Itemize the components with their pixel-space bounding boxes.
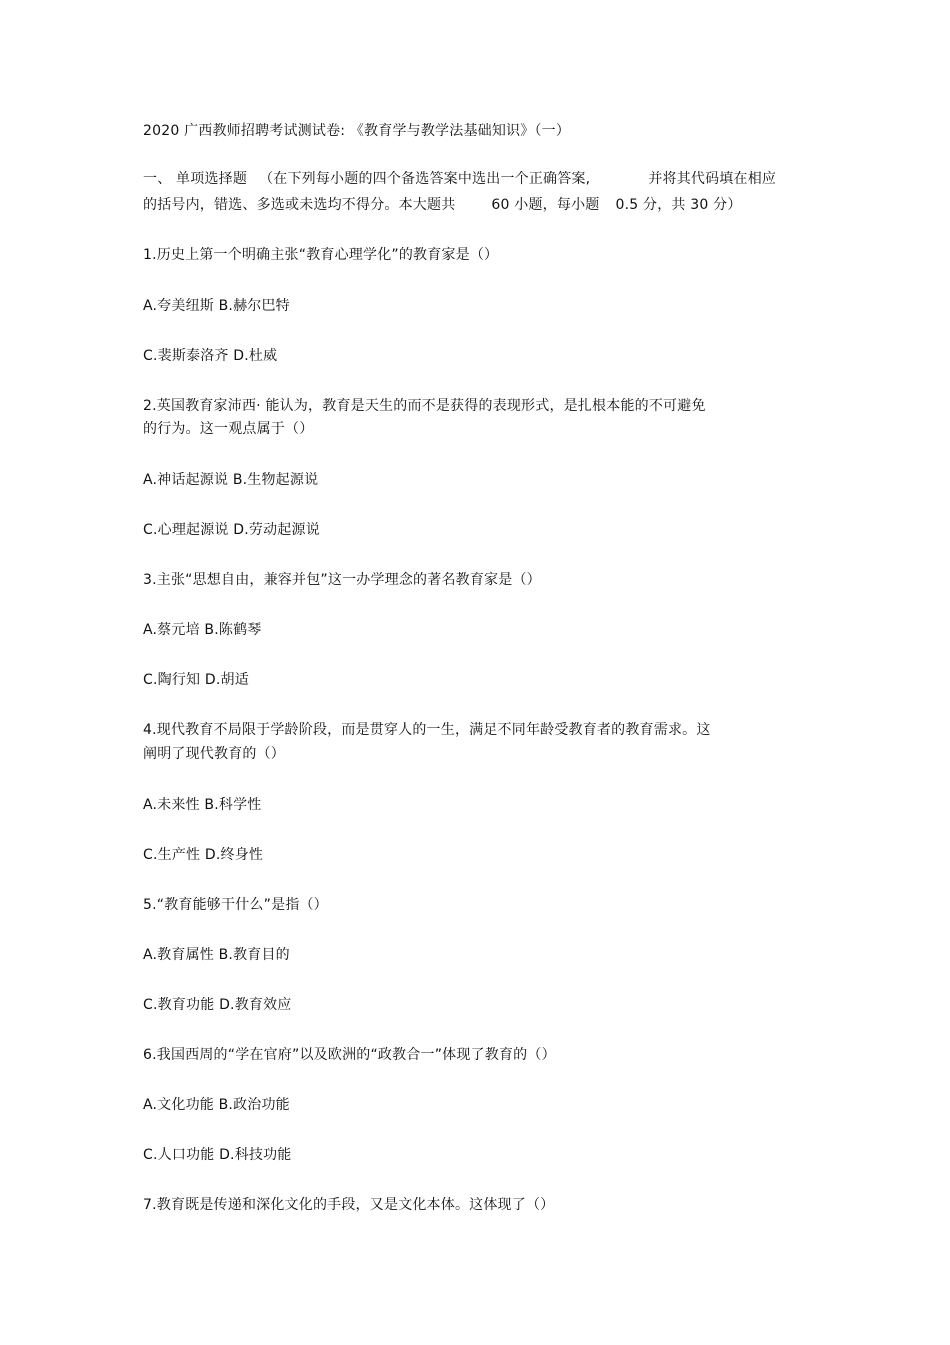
question-5-stem: 5.“教育能够干什么”是指（）: [143, 897, 328, 913]
question-1-stem: 1.历史上第一个明确主张“教育心理学化”的教育家是（）: [143, 247, 499, 263]
question-3-options-row-2: C.陶行知 D.胡适: [143, 672, 249, 688]
question-1-options-row-2: C.裴斯泰洛齐 D.杜威: [143, 348, 278, 364]
question-3-stem: 3.主张“思想自由，兼容并包”这一办学理念的著名教育家是（）: [143, 572, 541, 588]
instruction-part-1: （在下列每小题的四个备选答案中选出一个正确答案,: [259, 171, 591, 187]
question-4-options-row-2: C.生产性 D.终身性: [143, 847, 264, 863]
instruction-line2-part-2: 60 小题，每小题: [491, 197, 600, 213]
question-5-options-row-1: A.教育属性 B.教育目的: [143, 947, 290, 963]
document-title: 2020 广西教师招聘考试测试卷: 《教育学与教学法基础知识》（一）: [143, 123, 571, 139]
question-2-stem-line-2: 的行为。这一观点属于（）: [143, 421, 314, 437]
question-6-stem: 6.我国西周的“学在官府”以及欧洲的“政教合一”体现了教育的（）: [143, 1047, 556, 1063]
section-instruction-line-2: [143, 196, 742, 214]
question-6-options-row-2: C.人口功能 D.科技功能: [143, 1147, 292, 1163]
question-6-options-row-1: A.文化功能 B.政治功能: [143, 1097, 290, 1113]
question-3-options-row-1: A.蔡元培 B.陈鹤琴: [143, 622, 262, 638]
question-4-options-row-1: A.未来性 B.科学性: [143, 797, 262, 813]
instruction-line2-part-1: 的括号内，错选、多选或未选均不得分。本大题共: [143, 197, 456, 213]
section-heading: 一、 单项选择题: [143, 171, 248, 187]
question-2-options-row-1: A.神话起源说 B.生物起源说: [143, 472, 319, 488]
question-1-options-row-1: A.夸美纽斯 B.赫尔巴特: [143, 298, 290, 314]
question-5-options-row-2: C.教育功能 D.教育效应: [143, 997, 292, 1013]
question-2-options-row-2: C.心理起源说 D.劳动起源说: [143, 522, 320, 538]
instruction-part-2: 并将其代码填在相应: [648, 171, 777, 187]
question-2-stem-line-1: 2.英国教育家沛西· 能认为，教育是天生的而不是获得的表现形式，是扎根本能的不可避免: [143, 398, 706, 414]
question-4-stem-line-2: 阐明了现代教育的（）: [143, 746, 285, 762]
question-4-stem-line-1: 4.现代教育不局限于学龄阶段，而是贯穿人的一生，满足不同年龄受教育者的教育需求。这: [143, 722, 711, 738]
section-instruction-line-1: [143, 170, 776, 188]
question-7-stem: 7.教育既是传递和深化文化的手段，又是文化本体。这体现了（）: [143, 1197, 555, 1213]
instruction-line2-part-3: 0.5 分，共 30 分）: [615, 197, 742, 213]
